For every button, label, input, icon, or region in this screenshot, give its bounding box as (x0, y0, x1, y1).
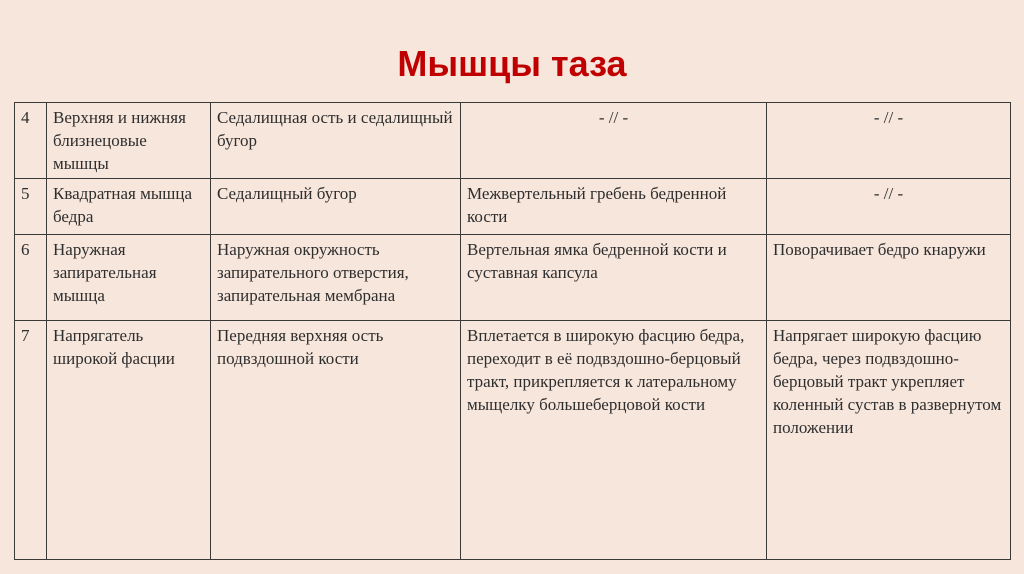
insertion-cell: - // - (461, 103, 767, 179)
muscles-table (14, 102, 1011, 560)
row-number-cell: 4 (15, 103, 47, 179)
row-number-cell: 7 (15, 321, 47, 560)
origin-cell: Седалищная ость и седалищный бугор (211, 103, 461, 179)
muscle-name-cell: Наружная запирательная мышца (47, 235, 211, 321)
insertion-cell: Межвертельный гребень бедренной кости (461, 179, 767, 235)
muscle-name-cell: Верхняя и нижняя близнецовые мышцы (47, 103, 211, 179)
function-cell: - // - (767, 103, 1011, 179)
insertion-cell: Вплетается в широкую фасцию бедра, переходит в её подвздошно-берцовый тракт, прикрепляется к латеральному мыщелку большеберцовой кости (461, 321, 767, 560)
muscle-name-cell: Напрягатель широкой фасции (47, 321, 211, 560)
row-number-cell: 5 (15, 179, 47, 235)
row-number-cell: 6 (15, 235, 47, 321)
page-title: Мышцы таза (397, 43, 627, 84)
table-row (15, 179, 1011, 235)
muscle-name-cell: Квадратная мышца бедра (47, 179, 211, 235)
insertion-cell: Вертельная ямка бедренной кости и суставная капсула (461, 235, 767, 321)
function-cell: Поворачивает бедро кнаружи (767, 235, 1011, 321)
origin-cell: Наружная окружность запирательного отверстия, запирательная мембрана (211, 235, 461, 321)
origin-cell: Седалищный бугор (211, 179, 461, 235)
table-row (15, 235, 1011, 321)
table-row (15, 103, 1011, 179)
function-cell: Напрягает широкую фасцию бедра, через подвздошно-берцовый тракт укрепляет коленный сустав в развернутом положении (767, 321, 1011, 560)
function-cell: - // - (767, 179, 1011, 235)
table-row (15, 321, 1011, 560)
origin-cell: Передняя верхняя ость подвздошной кости (211, 321, 461, 560)
